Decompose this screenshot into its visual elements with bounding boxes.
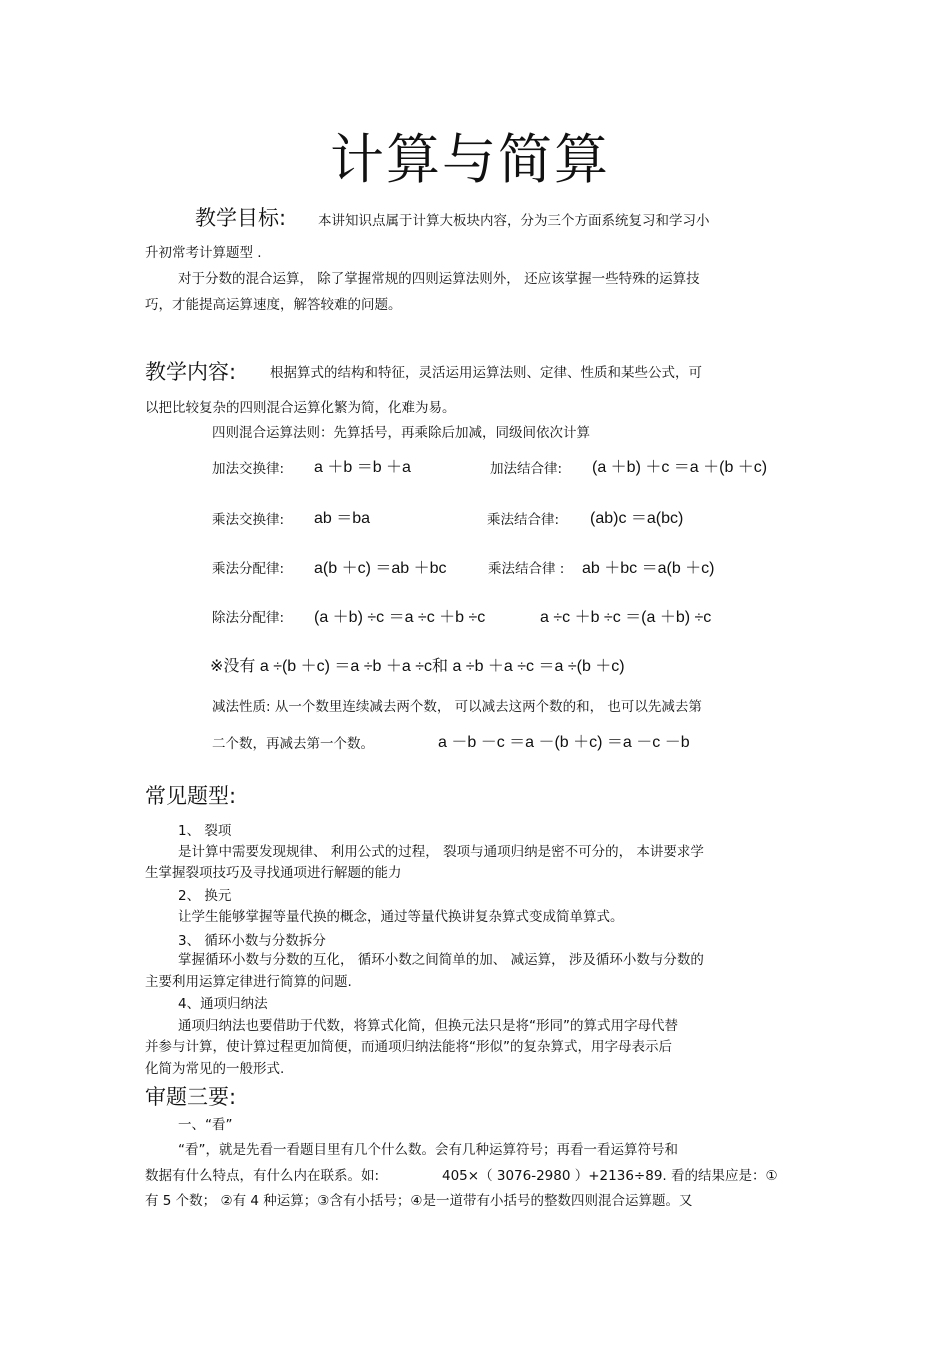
types-heading: 常见题型: [145,784,237,808]
objective-para2-line2: 巧，才能提高运算速度，解答较难的问题。 [145,297,402,313]
review-subheading: 一、“看” [178,1117,233,1133]
subtraction-property-line1: 减法性质: 从一个数里连续减去两个数， 可以减去这两个数的和， 也可以先减去第 [212,699,702,715]
type-title: 1、 裂项 [178,823,232,839]
mixed-operation-rule: 四则混合运算法则：先算括号，再乘除后加减，同级间依次计算 [212,425,590,441]
objective-line2: 升初常考计算题型 . [145,245,262,261]
objective-heading: 教学目标: [195,206,287,230]
type-desc: 化简为常见的一般形式. [145,1061,285,1077]
law-formula: (a ＋b) ÷c ＝a ÷c ＋b ÷c [314,609,486,626]
law-formula: a ＋b ＝b ＋a [314,459,411,476]
type-desc: 掌握循环小数与分数的互化， 循环小数之间简单的加、 减运算， 涉及循环小数与分数的 [178,952,704,968]
law-formula: (ab)c ＝a(bc) [590,510,684,527]
subtraction-property-line2: 二个数，再减去第一个数。 [212,736,374,752]
objective-para2-line1: 对于分数的混合运算， 除了掌握常规的四则运算法则外， 还应该掌握一些特殊的运算技 [178,271,700,287]
type-desc: 并参与计算，使计算过程更加简便，而通项归纳法能将“形似”的复杂算式，用字母表示后 [145,1039,672,1055]
law-label: 乘法交换律: [212,512,285,528]
type-desc: 通项归纳法也要借助于代数，将算式化简，但换元法只是将“形同”的算式用字母代替 [178,1018,678,1034]
law-formula: ab ＋bc ＝a(b ＋c) [582,560,715,577]
review-example: 405×（ 3076-2980 ）+2136÷89. 看的结果应是：① [442,1168,778,1184]
type-desc: 是计算中需要发现规律、 利用公式的过程， 裂项与通项归纳是密不可分的， 本讲要求学 [178,844,704,860]
law-label: 加法交换律: [212,461,285,477]
type-desc: 主要利用运算定律进行简算的问题. [145,974,352,990]
objective-line1: 本讲知识点属于计算大板块内容，分为三个方面系统复习和学习小 [318,213,710,229]
type-title: 4、通项归纳法 [178,996,268,1012]
type-title: 2、 换元 [178,888,232,904]
type-title: 3、 循环小数与分数拆分 [178,933,326,949]
page-title: 计算与简算 [330,128,610,191]
content-line2: 以把比较复杂的四则混合运算化繁为简，化难为易。 [145,400,456,416]
note: ※没有 a ÷(b ＋c) ＝a ÷b ＋a ÷c和 a ÷b ＋a ÷c ＝a ÷(b ＋c) [210,658,625,675]
review-para-line1: “看”，就是先看一看题目里有几个什么数。会有几种运算符号；再看一看运算符号和 [178,1142,678,1158]
law-label: 乘法结合律: [487,512,560,528]
law-label: 乘法结合律 : [488,561,565,577]
law-formula: (a ＋b) ＋c ＝a ＋(b ＋c) [592,459,768,476]
law-formula: a ÷c ＋b ÷c ＝(a ＋b) ÷c [540,609,712,626]
type-desc: 生掌握裂项技巧及寻找通项进行解题的能力 [145,865,402,881]
law-label: 除法分配律: [212,610,285,626]
type-desc: 让学生能够掌握等量代换的概念，通过等量代换讲复杂算式变成简单算式。 [178,909,624,925]
content-line1: 根据算式的结构和特征，灵活运用运算法则、定律、性质和某些公式，可 [270,365,702,381]
law-formula: a(b ＋c) ＝ab ＋bc [314,560,447,577]
review-para-line3: 有 5 个数； ②有 4 种运算；③含有小括号；④是一道带有小括号的整数四则混合运算题。又 [145,1193,693,1209]
law-formula: ab ＝ba [314,510,371,527]
review-heading: 审题三要: [145,1085,237,1109]
law-label: 乘法分配律: [212,561,285,577]
law-label: 加法结合律: [490,461,563,477]
review-para-line2: 数据有什么特点，有什么内在联系。如: [145,1168,380,1184]
subtraction-formula: a －b －c ＝a －(b ＋c) ＝a －c －b [438,734,690,751]
content-heading: 教学内容: [145,360,237,384]
